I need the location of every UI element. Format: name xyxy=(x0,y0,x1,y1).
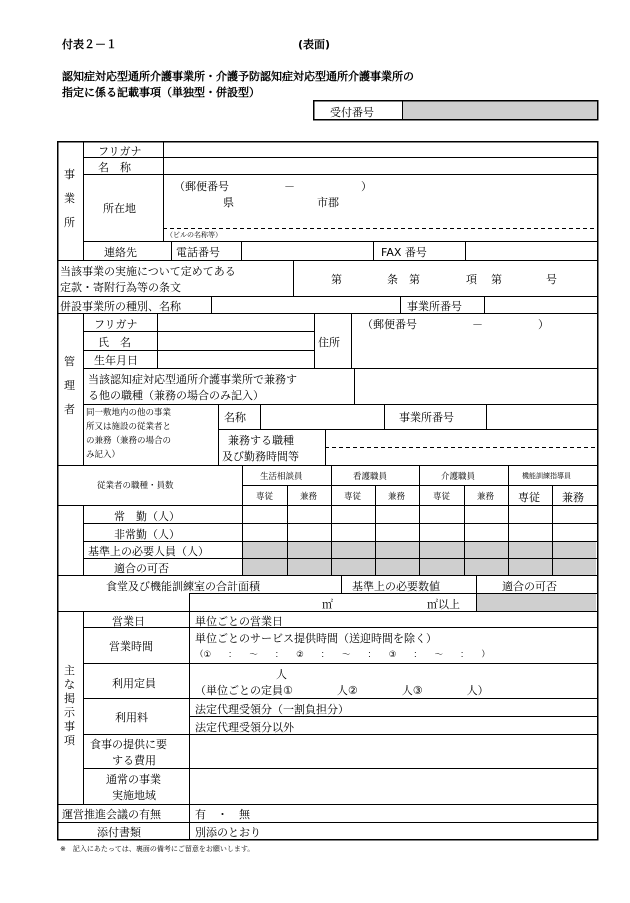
office-fax-label: FAX 番号 xyxy=(381,246,427,259)
items-hours-detail: （① ： ～ ： ② ： ～ ： ③ ： ～ ： ） xyxy=(195,650,490,660)
area-unit-1: ㎡ xyxy=(322,598,333,611)
manager-postal: （郵便番号 － ） xyxy=(362,318,549,331)
manager-name-label: 氏 名 xyxy=(98,336,131,349)
office-city: 市郡 xyxy=(317,196,339,209)
staff-ken-2: 兼務 xyxy=(388,492,406,502)
articles-label-2: 定款・寄附行為等の条文 xyxy=(60,281,181,294)
article-jo: 条 xyxy=(387,273,398,286)
items-hours-label: 営業時間 xyxy=(109,640,153,653)
manager-other-3: の兼務（兼務の場合の xyxy=(86,436,172,446)
area-required-label: 基準上の必要数値 xyxy=(352,580,440,593)
article-dai-2: 第 xyxy=(409,273,420,286)
form-number: 付表２－１ xyxy=(62,38,117,51)
staff-ken-4: 兼務 xyxy=(562,491,584,504)
council-value: 有 ・ 無 xyxy=(195,808,250,821)
staff-col-counselor: 生活相談員 xyxy=(260,472,303,482)
manager-other-name-label: 名称 xyxy=(224,411,246,424)
manager-other-number-label: 事業所番号 xyxy=(399,411,454,424)
manager-other-1: 同一敷地内の他の事業 xyxy=(86,408,172,418)
items-capacity-detail: （単位ごとの定員① 人② 人③ 人） xyxy=(195,684,489,697)
article-ko: 項 xyxy=(466,273,477,286)
items-fee-2: 法定代理受領分以外 xyxy=(195,721,294,734)
items-days-label: 営業日 xyxy=(112,615,145,628)
manager-birth-label: 生年月日 xyxy=(94,354,138,367)
manager-duty-1: 兼務する職種 xyxy=(228,434,294,447)
office-postal: （郵便番号 － ） xyxy=(174,180,372,193)
council-label: 運営推進会議の有無 xyxy=(62,808,161,821)
items-capacity-unit: 人 xyxy=(276,668,287,681)
form-title-line2: 指定に係る記載事項（単独型・併設型） xyxy=(62,86,260,99)
staff-row-required: 基準上の必要人員（人） xyxy=(88,545,209,558)
area-unit-2: ㎡以上 xyxy=(427,598,460,611)
staff-row-part: 非常勤（人） xyxy=(114,528,180,541)
manager-other-4: み記入） xyxy=(86,450,121,460)
items-meal-1: 食事の提供に要 xyxy=(90,738,167,751)
staff-col-trainer: 機能訓練指導員 xyxy=(522,472,571,480)
staff-sen-3: 専従 xyxy=(433,492,451,502)
manager-other-2: 所又は施設の従業者と xyxy=(86,422,172,432)
article-go: 号 xyxy=(546,273,557,286)
items-section-label: 主な掲示事項 xyxy=(64,664,75,747)
items-hours-value: 単位ごとのサービス提供時間（送迎時間を除く） xyxy=(195,632,437,645)
staff-sen-1: 専従 xyxy=(256,492,274,502)
staff-row-full: 常 勤（人） xyxy=(114,510,180,523)
staff-ken-1: 兼務 xyxy=(300,492,318,502)
office-name-label: 名 称 xyxy=(98,161,131,174)
staff-label: 従業者の職種・員数 xyxy=(97,481,174,491)
office-building: （ビルの名称等） xyxy=(166,231,222,239)
items-capacity-label: 利用定員 xyxy=(112,677,156,690)
staff-ken-3: 兼務 xyxy=(477,492,495,502)
items-meal-2: する費用 xyxy=(112,754,156,767)
attached-number-label: 事業所番号 xyxy=(407,300,462,313)
manager-address-label: 住所 xyxy=(318,336,340,349)
staff-row-ok: 適合の可否 xyxy=(114,562,169,575)
manager-furigana-label: フリガナ xyxy=(94,318,138,331)
staff-col-nurse: 看護職員 xyxy=(353,472,388,482)
office-section-label: 事業所 xyxy=(64,168,75,229)
items-fee-1: 法定代理受領分（一割負担分） xyxy=(195,703,349,716)
manager-section-label: 管理者 xyxy=(64,355,75,416)
footnote: ※ 記入にあたっては、裏面の備考にご留意をお願いします。 xyxy=(60,845,255,853)
receipt-label: 受付番号 xyxy=(330,106,374,119)
docs-value: 別添のとおり xyxy=(195,826,261,839)
manager-concurrent-2: る他の職種（兼務の場合のみ記入） xyxy=(88,389,264,402)
attached-kind-label: 併設事業所の種別、名称 xyxy=(60,300,181,313)
area-label: 食堂及び機能訓練室の合計面積 xyxy=(106,580,260,593)
staff-col-care: 介護職員 xyxy=(441,472,476,482)
office-furigana-label: フリガナ xyxy=(98,145,142,158)
articles-label-1: 当該事業の実施について定めてある xyxy=(60,265,236,278)
manager-concurrent-1: 当該認知症対応型通所介護事業所で兼務す xyxy=(88,373,297,386)
office-address-label: 所在地 xyxy=(103,202,136,215)
docs-label: 添付書類 xyxy=(97,826,141,839)
office-contact-label: 連絡先 xyxy=(104,246,137,259)
form-title-line1: 認知症対応型通所介護事業所・介護予防認知症対応型通所介護事業所の xyxy=(62,70,414,83)
items-fee-label: 利用料 xyxy=(115,711,148,724)
form-side: (表面) xyxy=(298,38,331,51)
staff-sen-4: 専従 xyxy=(518,491,540,504)
article-dai-3: 第 xyxy=(491,273,502,286)
manager-duty-2: 及び勤務時間等 xyxy=(222,450,299,463)
area-ok-label: 適合の可否 xyxy=(502,580,557,593)
office-tel-label: 電話番号 xyxy=(176,246,220,259)
staff-sen-2: 専従 xyxy=(344,492,362,502)
items-area-2: 実施地域 xyxy=(112,789,156,802)
items-area-1: 通常の事業 xyxy=(106,773,161,786)
items-days-value: 単位ごとの営業日 xyxy=(195,615,283,628)
article-dai-1: 第 xyxy=(331,273,342,286)
office-pref: 県 xyxy=(223,196,234,209)
